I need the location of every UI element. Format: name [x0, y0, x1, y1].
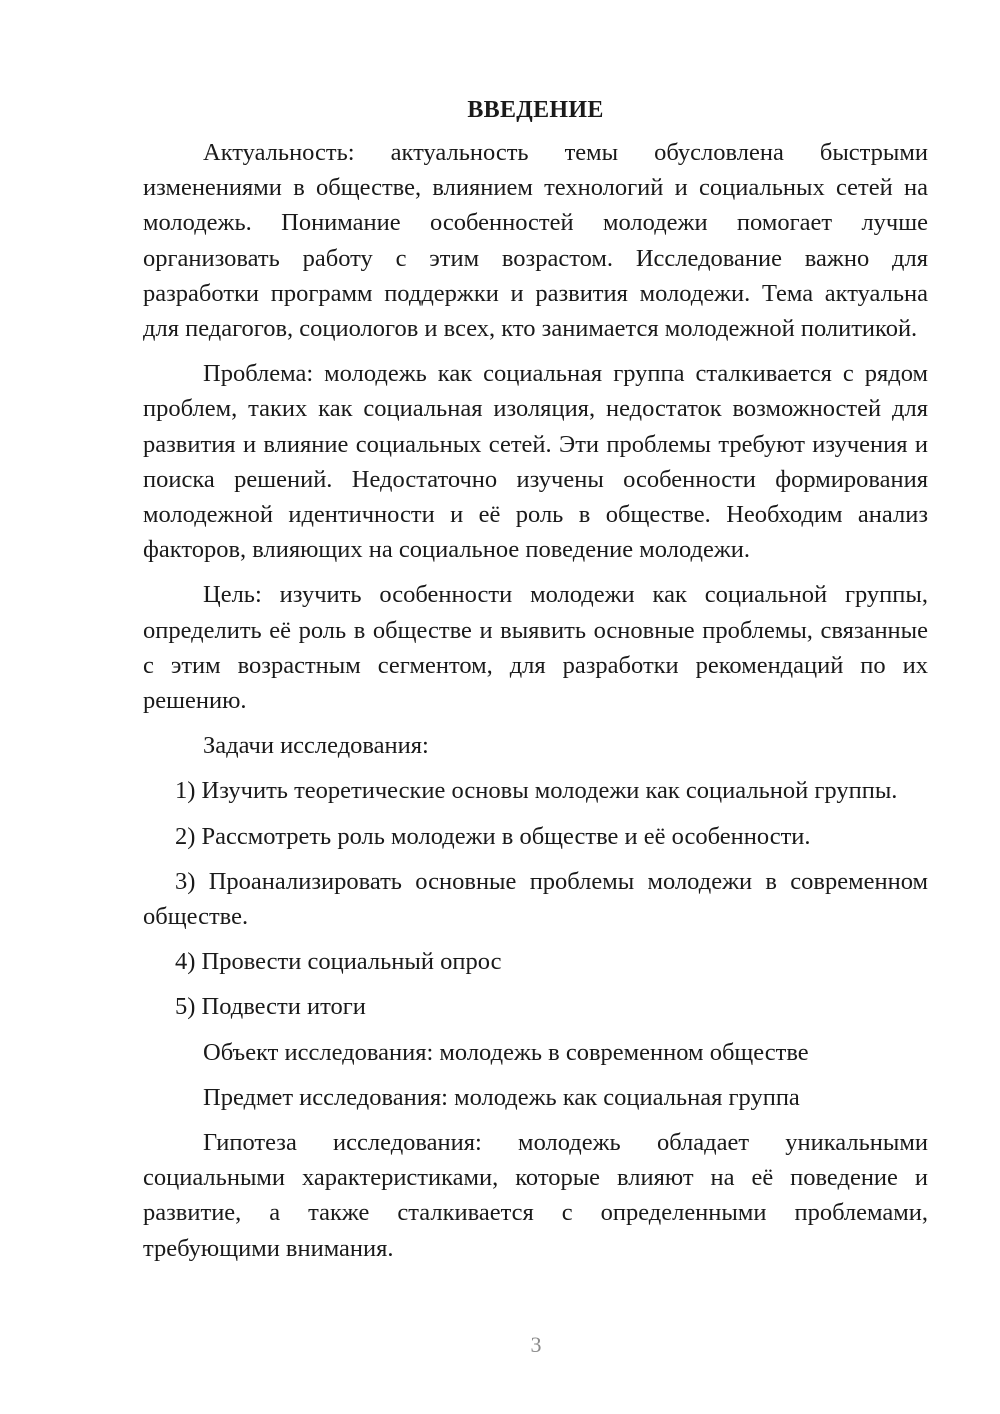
page-number: 3 [530, 1332, 542, 1357]
task-item-5: 5) Подвести итоги [175, 993, 366, 1021]
task-item-4: 4) Провести социальный опрос [175, 948, 502, 976]
problem-paragraph: Проблема: молодежь как социальная группа сталкивается с рядом проблем, таких как социальная изоляция, недостаток возможностей для развития и влияние социальных сетей. Эти проблемы требуют изучения и поиска решений. Недостаточно изучены особенности формирования молодежной идентичности и её роль в обществе. Необходим анализ факторов, влияющих на социальное поведение молодежи. [143, 360, 928, 564]
goal-paragraph: Цель: изучить особенности молодежи как социальной группы, определить её роль в обществе и выявить основные проблемы, связанные с этим возрастным сегментом, для разработки рекомендаций по их решению. [143, 581, 928, 715]
subject-paragraph: Предмет исследования: молодежь как социальная группа [203, 1083, 800, 1111]
tasks-heading: Задачи исследования: [203, 732, 429, 760]
hypothesis-paragraph: Гипотеза исследования: молодежь обладает уникальными социальными характеристиками, которые влияют на её поведение и развитие, а также сталкивается с определенными проблемами, требующими внимания. [143, 1129, 928, 1262]
object-paragraph: Объект исследования: молодежь в современном обществе [203, 1038, 809, 1066]
page-content [143, 93, 928, 1276]
section-title: ВВЕДЕНИЕ [467, 97, 604, 123]
task-item-3: 3) Проанализировать основные проблемы молодежи в современном обществе. [143, 867, 928, 931]
task-item-1: 1) Изучить теоретические основы молодежи как социальной группы. [175, 777, 898, 805]
relevance-paragraph: Актуальность: актуальность темы обусловлена быстрыми изменениями в обществе, влиянием технологий и социальных сетей на молодежь. Понимание особенностей молодежи помогает лучше организовать работу с этим возрастом. Исследование важно для разработки программ поддержки и развития молодежи. Тема актуальна для педагогов, социологов и всех, кто занимается молодежной политикой. [143, 139, 928, 343]
task-item-2: 2) Рассмотреть роль молодежи в обществе и её особенности. [175, 822, 811, 850]
